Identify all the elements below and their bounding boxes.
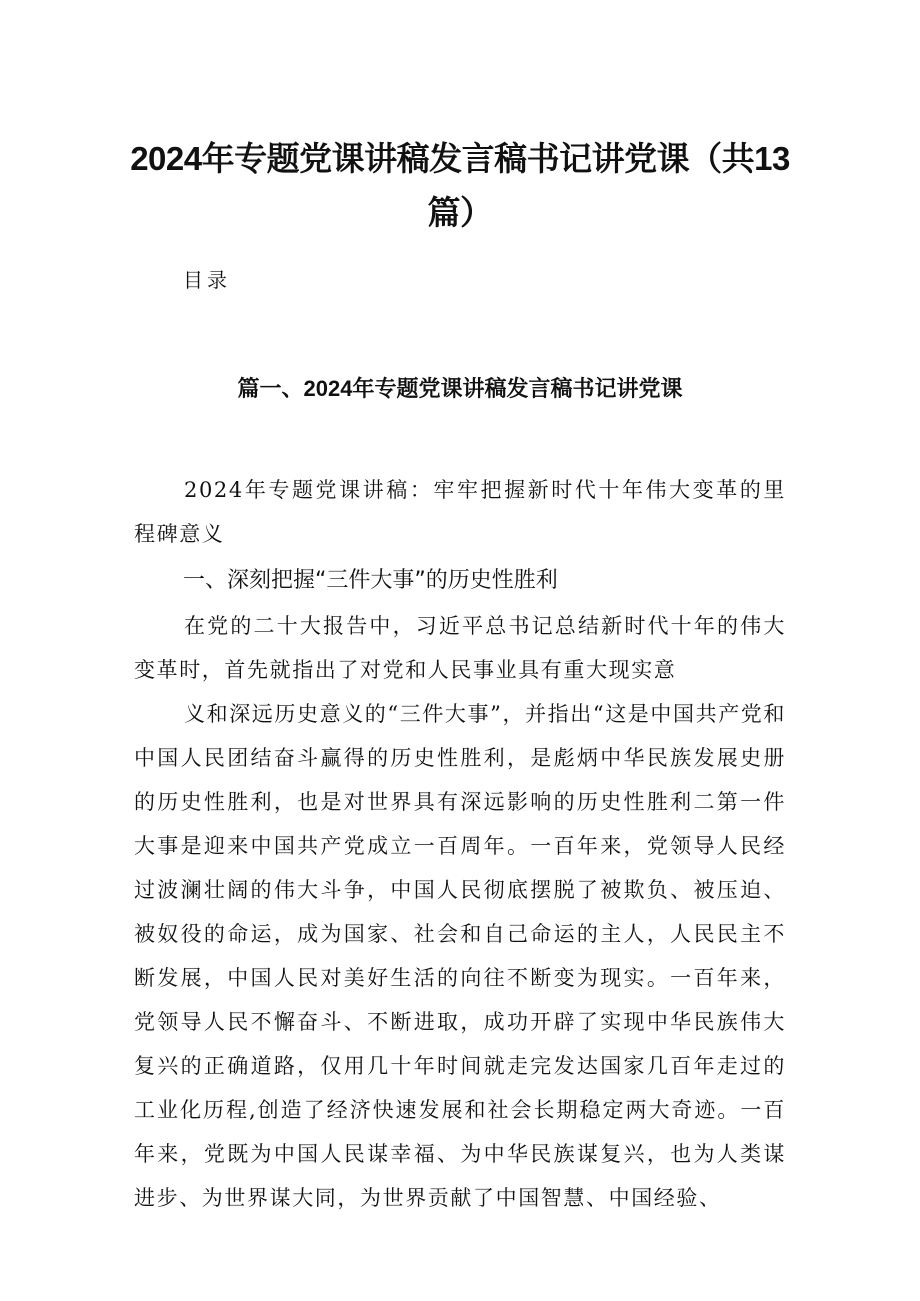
section-title: 篇一、2024年专题党课讲稿发言稿书记讲党课 xyxy=(237,376,683,401)
paragraph-one: 在党的二十大报告中，习近平总书记总结新时代十年的伟大变革时，首先就指出了对党和人民事业具有重大现实意 xyxy=(134,614,786,682)
document-title: 2024年专题党课讲稿发言稿书记讲党课（共13篇） xyxy=(130,140,790,231)
table-of-contents-label: 目录 xyxy=(183,268,231,292)
paragraph-two: 义和深远历史意义的“三件大事”，并指出“这是中国共产党和中国人民团结奋斗赢得的历史性胜利，是彪炳中华民族发展史册的历史性胜利，也是对世界具有深远影响的历史性胜利二第一件大事是迎来中国共产党成立一百周年。一百年来，党领导人民经过波澜壮阔的伟大斗争，中国人民彻底摆脱了被欺负、被压迫、被奴役的命运，成为国家、社会和自己命运的主人，人民民主不断发展，中国人民对美好生活的向往不断变为现实。一百年来，党领导人民不懈奋斗、不断进取，成功开辟了实现中华民族伟大复兴的正确道路，仅用几十年时间就走完发达国家几百年走过的工业化历程,创造了经济快速发展和社会长期稳定两大奇迹。一百年来，党既为中国人民谋幸福、为中华民族谋复兴，也为人类谋进步、为世界谋大同，为世界贡献了中国智慧、中国经验、 xyxy=(134,702,787,1210)
heading-one: 一、深刻把握“三件大事”的历史性胜利 xyxy=(183,568,558,593)
speech-subtitle: 2024年专题党课讲稿：牢牢把握新时代十年伟大变革的里程碑意义 xyxy=(134,478,786,546)
